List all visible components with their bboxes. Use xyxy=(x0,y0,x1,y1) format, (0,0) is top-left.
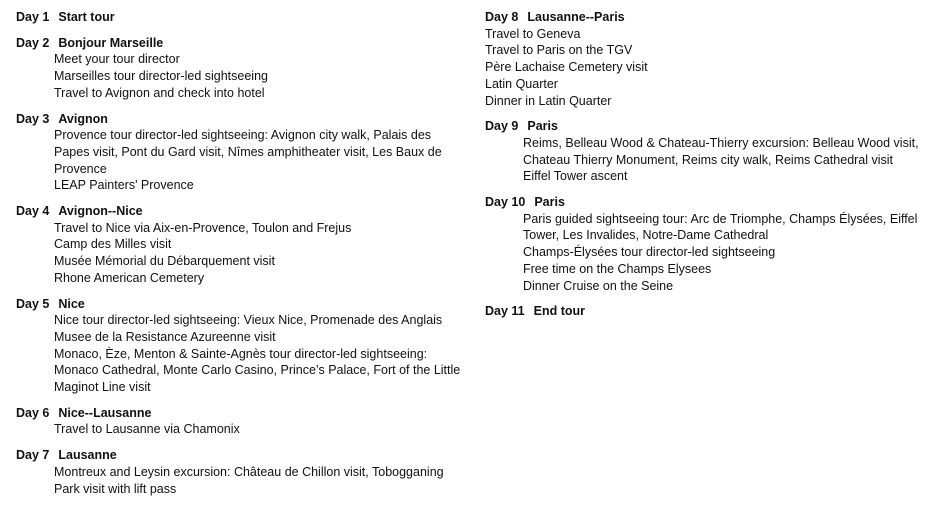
activity-item: Musee de la Resistance Azureenne visit xyxy=(54,329,276,344)
day-number: Day 9 xyxy=(485,119,519,134)
day-entry xyxy=(16,296,466,396)
activity-list xyxy=(16,51,466,101)
day-title: Nice xyxy=(58,296,85,311)
activity-list xyxy=(16,421,466,438)
activity-item: Montreux and Leysin excursion: Château de Chillon visit, Tobogganing Park visit with lift pass xyxy=(54,464,444,496)
day-number: Day 11 xyxy=(485,304,525,319)
activity-item: Meet your tour director xyxy=(54,52,180,67)
activity-list xyxy=(485,211,945,295)
day-heading xyxy=(16,35,466,52)
day-heading xyxy=(485,303,945,320)
activity-item: LEAP Painters' Provence xyxy=(54,178,194,193)
day-entry xyxy=(485,194,945,294)
activity-item: Eiffel Tower ascent xyxy=(523,169,628,184)
itinerary-right-column xyxy=(485,9,945,329)
activity-item: Travel to Avignon and check into hotel xyxy=(54,85,265,100)
day-title: Paris xyxy=(534,195,565,210)
activity-item: Reims, Belleau Wood & Chateau-Thierry excursion: Belleau Wood visit, Chateau Thierry Monument, Reims city walk, Reims Cathedral visit xyxy=(523,135,919,167)
day-title: Paris xyxy=(527,119,558,134)
day-title: Lausanne xyxy=(58,448,117,463)
day-number: Day 10 xyxy=(485,195,526,210)
day-number: Day 5 xyxy=(16,296,50,311)
activity-list xyxy=(16,220,466,287)
activity-item: Travel to Nice via Aix-en-Provence, Toulon and Frejus xyxy=(54,220,352,235)
activity-item: Père Lachaise Cemetery visit xyxy=(485,60,648,75)
activity-item: Dinner in Latin Quarter xyxy=(485,93,612,108)
activity-item: Rhone American Cemetery xyxy=(54,270,205,285)
activity-item: Travel to Lausanne via Chamonix xyxy=(54,422,240,437)
day-entry xyxy=(485,9,945,109)
day-title: Bonjour Marseille xyxy=(58,35,164,50)
day-number: Day 1 xyxy=(16,10,50,24)
activity-item: Monaco, Èze, Menton & Sainte-Agnès tour director-led sightseeing: Monaco Cathedral, Monte Carlo Casino, Prince’s Palace, Fort of the Little Maginot Line visit xyxy=(54,346,461,395)
day-heading xyxy=(16,296,466,313)
day-number: Day 6 xyxy=(16,405,50,420)
day-entry xyxy=(16,447,466,497)
activity-list xyxy=(485,135,945,185)
day-number: Day 2 xyxy=(16,35,50,50)
activity-item: Free time on the Champs Elysees xyxy=(523,261,712,276)
day-number: Day 4 xyxy=(16,204,50,219)
activity-item: Camp des Milles visit xyxy=(54,237,172,252)
day-heading xyxy=(16,203,466,220)
day-title: Avignon xyxy=(58,111,108,126)
day-entry xyxy=(485,118,945,185)
day-heading xyxy=(16,447,466,464)
day-heading xyxy=(485,9,945,26)
day-heading xyxy=(485,118,945,135)
day-entry xyxy=(16,9,466,26)
day-number: Day 8 xyxy=(485,10,519,24)
activity-list xyxy=(485,26,945,110)
day-heading xyxy=(485,194,945,211)
day-title: Lausanne--Paris xyxy=(527,10,625,24)
activity-item: Marseilles tour director-led sightseeing xyxy=(54,69,268,84)
day-title: End tour xyxy=(533,304,586,319)
activity-item: Provence tour director-led sightseeing: Avignon city walk, Palais des Papes visit, Pont du Gard visit, Nîmes amphitheater visit, Les Baux de Provence xyxy=(54,128,442,176)
day-entry xyxy=(16,203,466,287)
activity-item: Travel to Paris on the TGV xyxy=(485,43,633,58)
day-heading xyxy=(16,405,466,422)
day-entry xyxy=(485,303,945,320)
day-number: Day 3 xyxy=(16,111,50,126)
activity-item: Travel to Geneva xyxy=(485,26,581,41)
day-entry xyxy=(16,405,466,438)
activity-item: Nice tour director-led sightseeing: Vieux Nice, Promenade des Anglais xyxy=(54,313,443,328)
activity-list xyxy=(16,312,466,396)
day-number: Day 7 xyxy=(16,448,50,463)
day-title: Nice--Lausanne xyxy=(58,405,152,420)
activity-item: Musée Mémorial du Débarquement visit xyxy=(54,254,275,269)
day-heading xyxy=(16,111,466,128)
day-heading xyxy=(16,9,466,26)
activity-list xyxy=(16,464,466,497)
activity-item: Latin Quarter xyxy=(485,76,558,91)
day-title: Avignon--Nice xyxy=(58,204,143,219)
day-entry xyxy=(16,35,466,102)
itinerary-left-column xyxy=(16,9,466,506)
day-entry xyxy=(16,111,466,195)
day-title: Start tour xyxy=(58,10,115,24)
activity-item: Paris guided sightseeing tour: Arc de Triomphe, Champs Élysées, Eiffel Tower, Les Invalides, Notre-Dame Cathedral xyxy=(523,211,918,243)
activity-item: Dinner Cruise on the Seine xyxy=(523,278,674,293)
activity-list xyxy=(16,127,466,194)
activity-item: Champs-Élysées tour director-led sightseeing xyxy=(523,245,776,260)
